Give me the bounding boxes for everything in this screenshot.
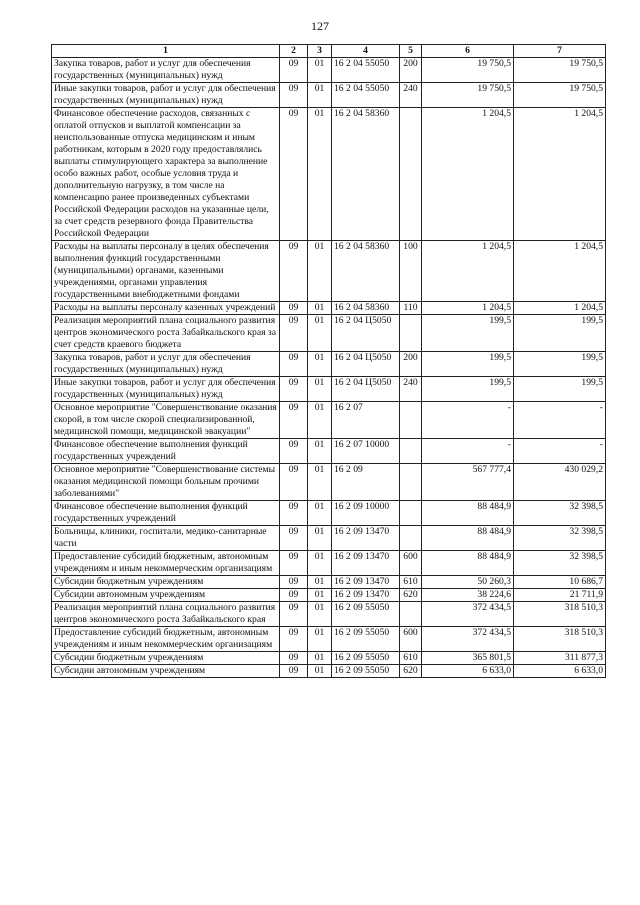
row-target-article: 16 2 09 13470 bbox=[332, 589, 400, 602]
row-amount-1: 1 204,5 bbox=[422, 108, 514, 241]
table-row bbox=[52, 58, 606, 83]
row-subsection: 01 bbox=[308, 439, 332, 464]
row-amount-1: - bbox=[422, 439, 514, 464]
row-subsection: 01 bbox=[308, 402, 332, 439]
row-target-article: 16 2 04 55050 bbox=[332, 83, 400, 108]
row-amount-1: 88 484,9 bbox=[422, 551, 514, 576]
row-amount-2: 19 750,5 bbox=[514, 83, 606, 108]
row-amount-2: 32 398,5 bbox=[514, 501, 606, 526]
row-expense-type: 600 bbox=[400, 627, 422, 652]
row-subsection: 01 bbox=[308, 302, 332, 315]
row-subsection: 01 bbox=[308, 652, 332, 665]
row-name: Основное мероприятие "Совершенствование системы оказания медицинской помощи больным прочими заболеваниями" bbox=[52, 464, 280, 501]
row-section: 09 bbox=[280, 402, 308, 439]
row-target-article: 16 2 09 55050 bbox=[332, 602, 400, 627]
row-target-article: 16 2 09 55050 bbox=[332, 665, 400, 678]
row-target-article: 16 2 09 13470 bbox=[332, 551, 400, 576]
row-amount-2: 21 711,9 bbox=[514, 589, 606, 602]
table-row bbox=[52, 315, 606, 352]
row-subsection: 01 bbox=[308, 665, 332, 678]
row-expense-type: 100 bbox=[400, 241, 422, 302]
row-name: Предоставление субсидий бюджетным, автономным учреждениям и иным некоммерческим организациям bbox=[52, 627, 280, 652]
table-row bbox=[52, 551, 606, 576]
row-target-article: 16 2 04 Ц5050 bbox=[332, 352, 400, 377]
row-subsection: 01 bbox=[308, 108, 332, 241]
row-name: Финансовое обеспечение выполнения функций государственных учреждений bbox=[52, 501, 280, 526]
row-subsection: 01 bbox=[308, 501, 332, 526]
row-section: 09 bbox=[280, 526, 308, 551]
row-amount-1: 19 750,5 bbox=[422, 83, 514, 108]
row-amount-2: 430 029,2 bbox=[514, 464, 606, 501]
row-amount-1: 372 434,5 bbox=[422, 627, 514, 652]
row-subsection: 01 bbox=[308, 315, 332, 352]
row-section: 09 bbox=[280, 602, 308, 627]
row-subsection: 01 bbox=[308, 551, 332, 576]
row-name: Предоставление субсидий бюджетным, автономным учреждениям и иным некоммерческим организациям bbox=[52, 551, 280, 576]
row-subsection: 01 bbox=[308, 241, 332, 302]
row-name: Реализация мероприятий плана социального развития центров экономического роста Забайкальского края bbox=[52, 602, 280, 627]
row-target-article: 16 2 09 bbox=[332, 464, 400, 501]
row-expense-type: 610 bbox=[400, 576, 422, 589]
row-amount-1: 19 750,5 bbox=[422, 58, 514, 83]
row-amount-1: - bbox=[422, 402, 514, 439]
row-amount-2: - bbox=[514, 439, 606, 464]
row-amount-1: 38 224,6 bbox=[422, 589, 514, 602]
table-row bbox=[52, 402, 606, 439]
row-subsection: 01 bbox=[308, 464, 332, 501]
row-name: Больницы, клиники, госпитали, медико-санитарные части bbox=[52, 526, 280, 551]
row-subsection: 01 bbox=[308, 83, 332, 108]
row-section: 09 bbox=[280, 58, 308, 83]
table-row bbox=[52, 241, 606, 302]
column-header: 7 bbox=[514, 45, 606, 58]
row-section: 09 bbox=[280, 665, 308, 678]
row-name: Субсидии бюджетным учреждениям bbox=[52, 652, 280, 665]
table-body bbox=[52, 58, 606, 678]
table-header-row bbox=[52, 45, 606, 58]
table-row bbox=[52, 439, 606, 464]
row-section: 09 bbox=[280, 627, 308, 652]
row-expense-type: 240 bbox=[400, 83, 422, 108]
row-expense-type bbox=[400, 315, 422, 352]
row-amount-2: 32 398,5 bbox=[514, 551, 606, 576]
row-expense-type: 200 bbox=[400, 352, 422, 377]
row-amount-2: 1 204,5 bbox=[514, 302, 606, 315]
row-subsection: 01 bbox=[308, 58, 332, 83]
table-row bbox=[52, 108, 606, 241]
row-target-article: 16 2 09 13470 bbox=[332, 526, 400, 551]
row-amount-1: 6 633,0 bbox=[422, 665, 514, 678]
row-name: Субсидии автономным учреждениям bbox=[52, 665, 280, 678]
row-section: 09 bbox=[280, 315, 308, 352]
table-row bbox=[52, 464, 606, 501]
row-name: Закупка товаров, работ и услуг для обеспечения государственных (муниципальных) нужд bbox=[52, 352, 280, 377]
table-row bbox=[52, 627, 606, 652]
row-section: 09 bbox=[280, 108, 308, 241]
column-header: 3 bbox=[308, 45, 332, 58]
column-header: 6 bbox=[422, 45, 514, 58]
row-target-article: 16 2 04 Ц5050 bbox=[332, 315, 400, 352]
row-amount-1: 567 777,4 bbox=[422, 464, 514, 501]
row-target-article: 16 2 09 55050 bbox=[332, 627, 400, 652]
row-amount-2: 311 877,3 bbox=[514, 652, 606, 665]
row-target-article: 16 2 09 55050 bbox=[332, 652, 400, 665]
row-expense-type: 600 bbox=[400, 551, 422, 576]
row-expense-type bbox=[400, 108, 422, 241]
row-expense-type bbox=[400, 602, 422, 627]
row-amount-2: 199,5 bbox=[514, 352, 606, 377]
row-amount-2: 1 204,5 bbox=[514, 241, 606, 302]
row-amount-2: 10 686,7 bbox=[514, 576, 606, 589]
row-section: 09 bbox=[280, 464, 308, 501]
table-row bbox=[52, 665, 606, 678]
row-name: Расходы на выплаты персоналу в целях обеспечения выполнения функций государственными (муниципальными) органами, казенными учреждениями, органами управления государственными внебюджетными фондами bbox=[52, 241, 280, 302]
row-subsection: 01 bbox=[308, 576, 332, 589]
row-section: 09 bbox=[280, 377, 308, 402]
row-section: 09 bbox=[280, 352, 308, 377]
row-target-article: 16 2 07 bbox=[332, 402, 400, 439]
row-section: 09 bbox=[280, 302, 308, 315]
budget-table bbox=[51, 44, 606, 678]
row-amount-1: 88 484,9 bbox=[422, 526, 514, 551]
row-amount-2: 199,5 bbox=[514, 377, 606, 402]
row-amount-2: 1 204,5 bbox=[514, 108, 606, 241]
row-amount-1: 1 204,5 bbox=[422, 241, 514, 302]
row-section: 09 bbox=[280, 241, 308, 302]
row-section: 09 bbox=[280, 551, 308, 576]
row-amount-1: 365 801,5 bbox=[422, 652, 514, 665]
column-header: 4 bbox=[332, 45, 400, 58]
row-subsection: 01 bbox=[308, 627, 332, 652]
row-section: 09 bbox=[280, 501, 308, 526]
table-row bbox=[52, 526, 606, 551]
row-expense-type bbox=[400, 402, 422, 439]
row-amount-1: 199,5 bbox=[422, 377, 514, 402]
row-expense-type: 620 bbox=[400, 665, 422, 678]
row-name: Иные закупки товаров, работ и услуг для обеспечения государственных (муниципальных) нужд bbox=[52, 377, 280, 402]
row-name: Основное мероприятие "Совершенствование оказания скорой, в том числе скорой специализированной, медицинской помощи, медицинской эвакуации" bbox=[52, 402, 280, 439]
row-section: 09 bbox=[280, 589, 308, 602]
row-amount-1: 88 484,9 bbox=[422, 501, 514, 526]
table-row bbox=[52, 576, 606, 589]
row-amount-1: 50 260,3 bbox=[422, 576, 514, 589]
row-expense-type: 620 bbox=[400, 589, 422, 602]
table-row bbox=[52, 377, 606, 402]
table-row bbox=[52, 83, 606, 108]
row-amount-2: 6 633,0 bbox=[514, 665, 606, 678]
row-name: Финансовое обеспечение выполнения функций государственных учреждений bbox=[52, 439, 280, 464]
row-amount-2: 19 750,5 bbox=[514, 58, 606, 83]
row-amount-2: 199,5 bbox=[514, 315, 606, 352]
row-subsection: 01 bbox=[308, 602, 332, 627]
row-target-article: 16 2 04 58360 bbox=[332, 241, 400, 302]
row-expense-type: 110 bbox=[400, 302, 422, 315]
row-amount-1: 372 434,5 bbox=[422, 602, 514, 627]
row-target-article: 16 2 04 58360 bbox=[332, 302, 400, 315]
row-expense-type: 200 bbox=[400, 58, 422, 83]
row-name: Финансовое обеспечение расходов, связанных с оплатой отпусков и выплатой компенсации за неиспользованные отпуска медицинским и иным работникам, которым в 2020 году предоставлялись выплаты стимулирующего характера за выполнение особо важных работ, особые условия труда и дополнительную нагрузку, в том числе на компенсацию ранее произведенных субъектами Российской Федерации расходов на указанные цели, за счет средств резервного фонда Правительства Российской Федерации bbox=[52, 108, 280, 241]
row-target-article: 16 2 04 55050 bbox=[332, 58, 400, 83]
page-number: 127 bbox=[311, 19, 329, 33]
table-row bbox=[52, 602, 606, 627]
row-name: Реализация мероприятий плана социального развития центров экономического роста Забайкальского края за счет средств краевого бюджета bbox=[52, 315, 280, 352]
table-row bbox=[52, 501, 606, 526]
row-amount-2: 318 510,3 bbox=[514, 627, 606, 652]
row-name: Иные закупки товаров, работ и услуг для обеспечения государственных (муниципальных) нужд bbox=[52, 83, 280, 108]
row-subsection: 01 bbox=[308, 526, 332, 551]
row-expense-type bbox=[400, 501, 422, 526]
table-row bbox=[52, 302, 606, 315]
row-section: 09 bbox=[280, 576, 308, 589]
row-expense-type: 240 bbox=[400, 377, 422, 402]
row-name: Субсидии бюджетным учреждениям bbox=[52, 576, 280, 589]
row-expense-type bbox=[400, 526, 422, 551]
row-target-article: 16 2 07 10000 bbox=[332, 439, 400, 464]
row-section: 09 bbox=[280, 439, 308, 464]
row-name: Субсидии автономным учреждениям bbox=[52, 589, 280, 602]
column-header: 2 bbox=[280, 45, 308, 58]
row-section: 09 bbox=[280, 83, 308, 108]
row-section: 09 bbox=[280, 652, 308, 665]
row-subsection: 01 bbox=[308, 589, 332, 602]
row-amount-1: 199,5 bbox=[422, 352, 514, 377]
row-target-article: 16 2 09 13470 bbox=[332, 576, 400, 589]
row-name: Закупка товаров, работ и услуг для обеспечения государственных (муниципальных) нужд bbox=[52, 58, 280, 83]
row-amount-1: 1 204,5 bbox=[422, 302, 514, 315]
row-expense-type bbox=[400, 439, 422, 464]
table-row bbox=[52, 589, 606, 602]
row-amount-1: 199,5 bbox=[422, 315, 514, 352]
table-row bbox=[52, 652, 606, 665]
row-target-article: 16 2 04 Ц5050 bbox=[332, 377, 400, 402]
row-target-article: 16 2 04 58360 bbox=[332, 108, 400, 241]
column-header: 1 bbox=[52, 45, 280, 58]
row-expense-type: 610 bbox=[400, 652, 422, 665]
row-subsection: 01 bbox=[308, 377, 332, 402]
row-amount-2: 32 398,5 bbox=[514, 526, 606, 551]
row-name: Расходы на выплаты персоналу казенных учреждений bbox=[52, 302, 280, 315]
row-amount-2: - bbox=[514, 402, 606, 439]
row-expense-type bbox=[400, 464, 422, 501]
table-row bbox=[52, 352, 606, 377]
column-header: 5 bbox=[400, 45, 422, 58]
row-amount-2: 318 510,3 bbox=[514, 602, 606, 627]
row-subsection: 01 bbox=[308, 352, 332, 377]
row-target-article: 16 2 09 10000 bbox=[332, 501, 400, 526]
